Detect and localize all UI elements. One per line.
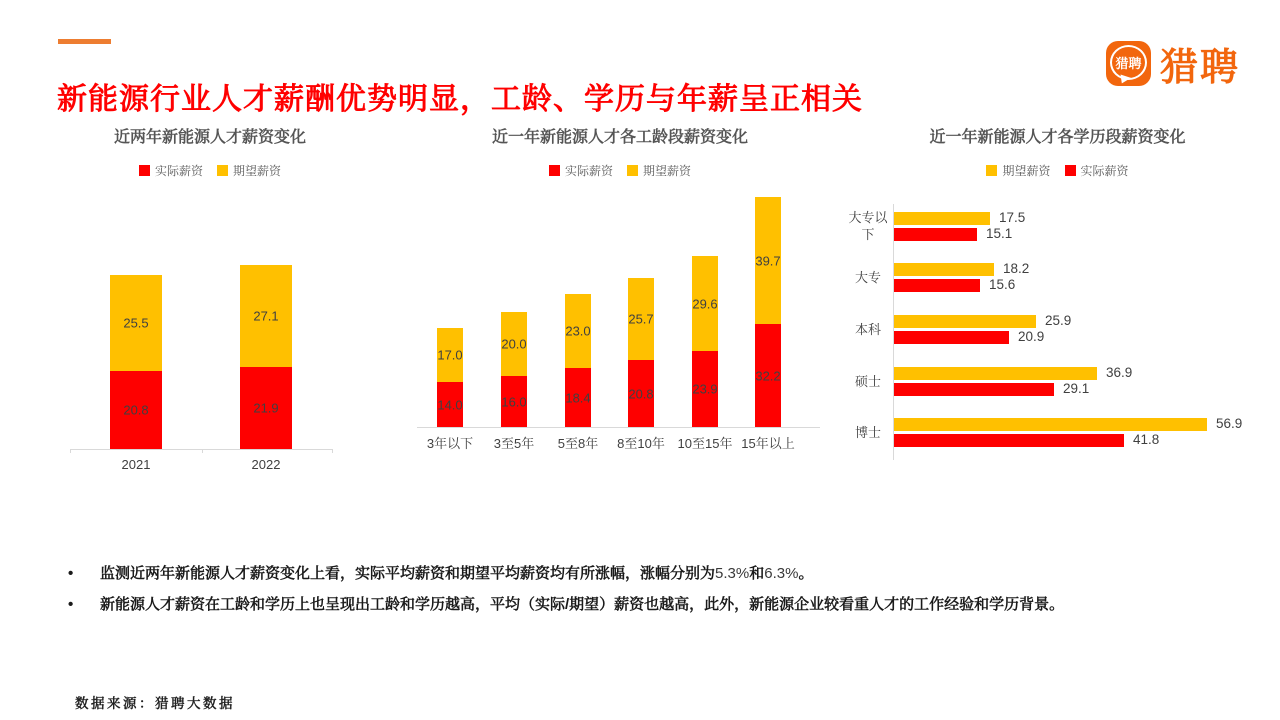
value-label: 21.9 [253, 400, 279, 416]
value-label: 14.0 [437, 397, 463, 412]
bar-segment-actual [755, 324, 781, 427]
x-axis-line [417, 427, 820, 428]
bar-actual [894, 228, 977, 241]
chart-title: 近一年新能源人才各学历段薪资变化 [929, 129, 1186, 146]
chart-plot [60, 118, 360, 483]
bar-expected [894, 263, 994, 276]
bar-expected [894, 418, 1207, 431]
chart-salary-by-tenure [415, 118, 825, 483]
category-label: 5至8年 [557, 436, 599, 451]
bar-segment-expected [692, 256, 718, 351]
bullet-point [68, 594, 1064, 616]
axis-tick [202, 449, 203, 453]
bar-segment-expected [628, 278, 654, 360]
category-label: 大专 [854, 269, 881, 285]
category-label: 2022 [251, 457, 281, 472]
value-label: 32.2 [755, 368, 781, 383]
bullet-text [100, 594, 1064, 616]
speech-bubble-icon: 猎聘 [1110, 45, 1147, 80]
bar-segment-actual [110, 371, 162, 449]
liepin-logo [1106, 36, 1240, 91]
category-label: 本科 [854, 321, 881, 337]
category-label: 8至10年 [617, 436, 665, 451]
data-source-note: 数据来源：猎聘大数据 [75, 696, 235, 711]
category-label: 硕士 [854, 373, 881, 389]
bar-actual [894, 383, 1054, 396]
legend-label: 期望薪资 [1002, 164, 1051, 178]
bar-expected [894, 212, 990, 225]
value-label: 16.0 [501, 394, 527, 409]
value-label: 56.9 [1216, 416, 1243, 431]
category-label: 博士 [854, 424, 881, 440]
category-label: 3年以下 [426, 436, 474, 451]
liepin-logo-icon [1106, 41, 1151, 86]
value-label: 20.8 [123, 402, 149, 418]
bullet-marker: • [68, 565, 74, 582]
value-label: 15.1 [986, 226, 1013, 241]
value-label: 27.1 [253, 308, 279, 324]
category-label: 2021 [121, 457, 151, 472]
chart-title: 近一年新能源人才各工龄段薪资变化 [491, 129, 748, 146]
chart-plot [845, 118, 1270, 483]
bar-expected [894, 367, 1097, 380]
liepin-wordmark: 猎聘 [1160, 47, 1241, 89]
bullet-text-tail: 。 [798, 565, 814, 582]
bar-actual [894, 279, 980, 292]
value-label: 17.5 [999, 210, 1026, 225]
bullet-point [68, 563, 813, 585]
chart-salary-by-education [845, 118, 1270, 483]
value-label: 20.8 [628, 386, 654, 401]
legend-label: 实际薪资 [1080, 164, 1129, 178]
value-label: 25.9 [1045, 313, 1072, 328]
bar-segment-expected [110, 275, 162, 371]
bar-segment-actual [240, 367, 292, 449]
bullet-text [100, 563, 813, 585]
bar-actual [894, 331, 1009, 344]
value-label: 23.0 [565, 323, 591, 339]
legend-label: 期望薪资 [233, 164, 282, 178]
value-label: 39.7 [755, 253, 781, 268]
value-label: 29.6 [692, 296, 718, 311]
value-label: 23.9 [692, 381, 718, 397]
value-label: 36.9 [1106, 365, 1133, 380]
legend-label: 实际薪资 [564, 164, 613, 178]
axis-tick [70, 449, 71, 453]
bullet-text-lead: 新能源人才薪资在工龄和学历上也呈现出工龄和学历越高，平均（实际/期望）薪资也越高，此外，新能源企业较看重人才的工作经验和学历背景。 [100, 596, 1065, 613]
bar-segment-expected [240, 265, 292, 367]
bar-segment-actual [501, 376, 527, 427]
bar-segment-actual [565, 368, 591, 427]
value-label: 18.4 [565, 390, 591, 405]
bar-expected [894, 315, 1036, 328]
chart-plot [415, 118, 825, 483]
value-label: 18.2 [1003, 261, 1030, 276]
bar-segment-actual [692, 351, 718, 427]
chart-title: 近两年新能源人才薪资变化 [113, 129, 306, 146]
value-label: 20.0 [501, 336, 527, 352]
legend-label: 实际薪资 [154, 164, 203, 178]
value-label: 29.1 [1063, 381, 1090, 396]
value-label: 41.8 [1133, 432, 1160, 447]
bar-segment-expected [437, 328, 463, 382]
axis-tick [332, 449, 333, 453]
bar-segment-actual [628, 360, 654, 427]
value-label: 25.7 [628, 311, 654, 327]
page-title: 新能源行业人才薪酬优势明显，工龄、学历与年薪呈正相关 [57, 83, 863, 117]
bar-actual [894, 434, 1124, 447]
category-label: 10至15年 [677, 436, 733, 451]
bar-segment-actual [437, 382, 463, 427]
value-label: 25.5 [123, 315, 149, 331]
bullet-value: 5.3% [715, 565, 750, 582]
value-label: 20.9 [1018, 329, 1045, 344]
category-label: 15年以上 [741, 436, 795, 451]
category-label: 3至5年 [493, 436, 535, 451]
accent-dash [58, 39, 111, 44]
value-label: 17.0 [437, 347, 463, 363]
chart-salary-change-two-years [60, 118, 360, 483]
bullet-marker: • [68, 596, 74, 613]
bar-segment-expected [501, 312, 527, 376]
bar-segment-expected [755, 197, 781, 324]
value-label: 15.6 [989, 277, 1016, 292]
category-label: 大专以下 [848, 210, 888, 242]
bar-segment-expected [565, 294, 591, 368]
bullet-value: 6.3% [764, 565, 799, 582]
bullet-text-conj: 和 [749, 565, 765, 582]
legend-label: 期望薪资 [643, 164, 692, 178]
bullet-text-lead: 监测近两年新能源人才薪资变化上看，实际平均薪资和期望平均薪资均有所涨幅，涨幅分别为 [100, 565, 716, 582]
